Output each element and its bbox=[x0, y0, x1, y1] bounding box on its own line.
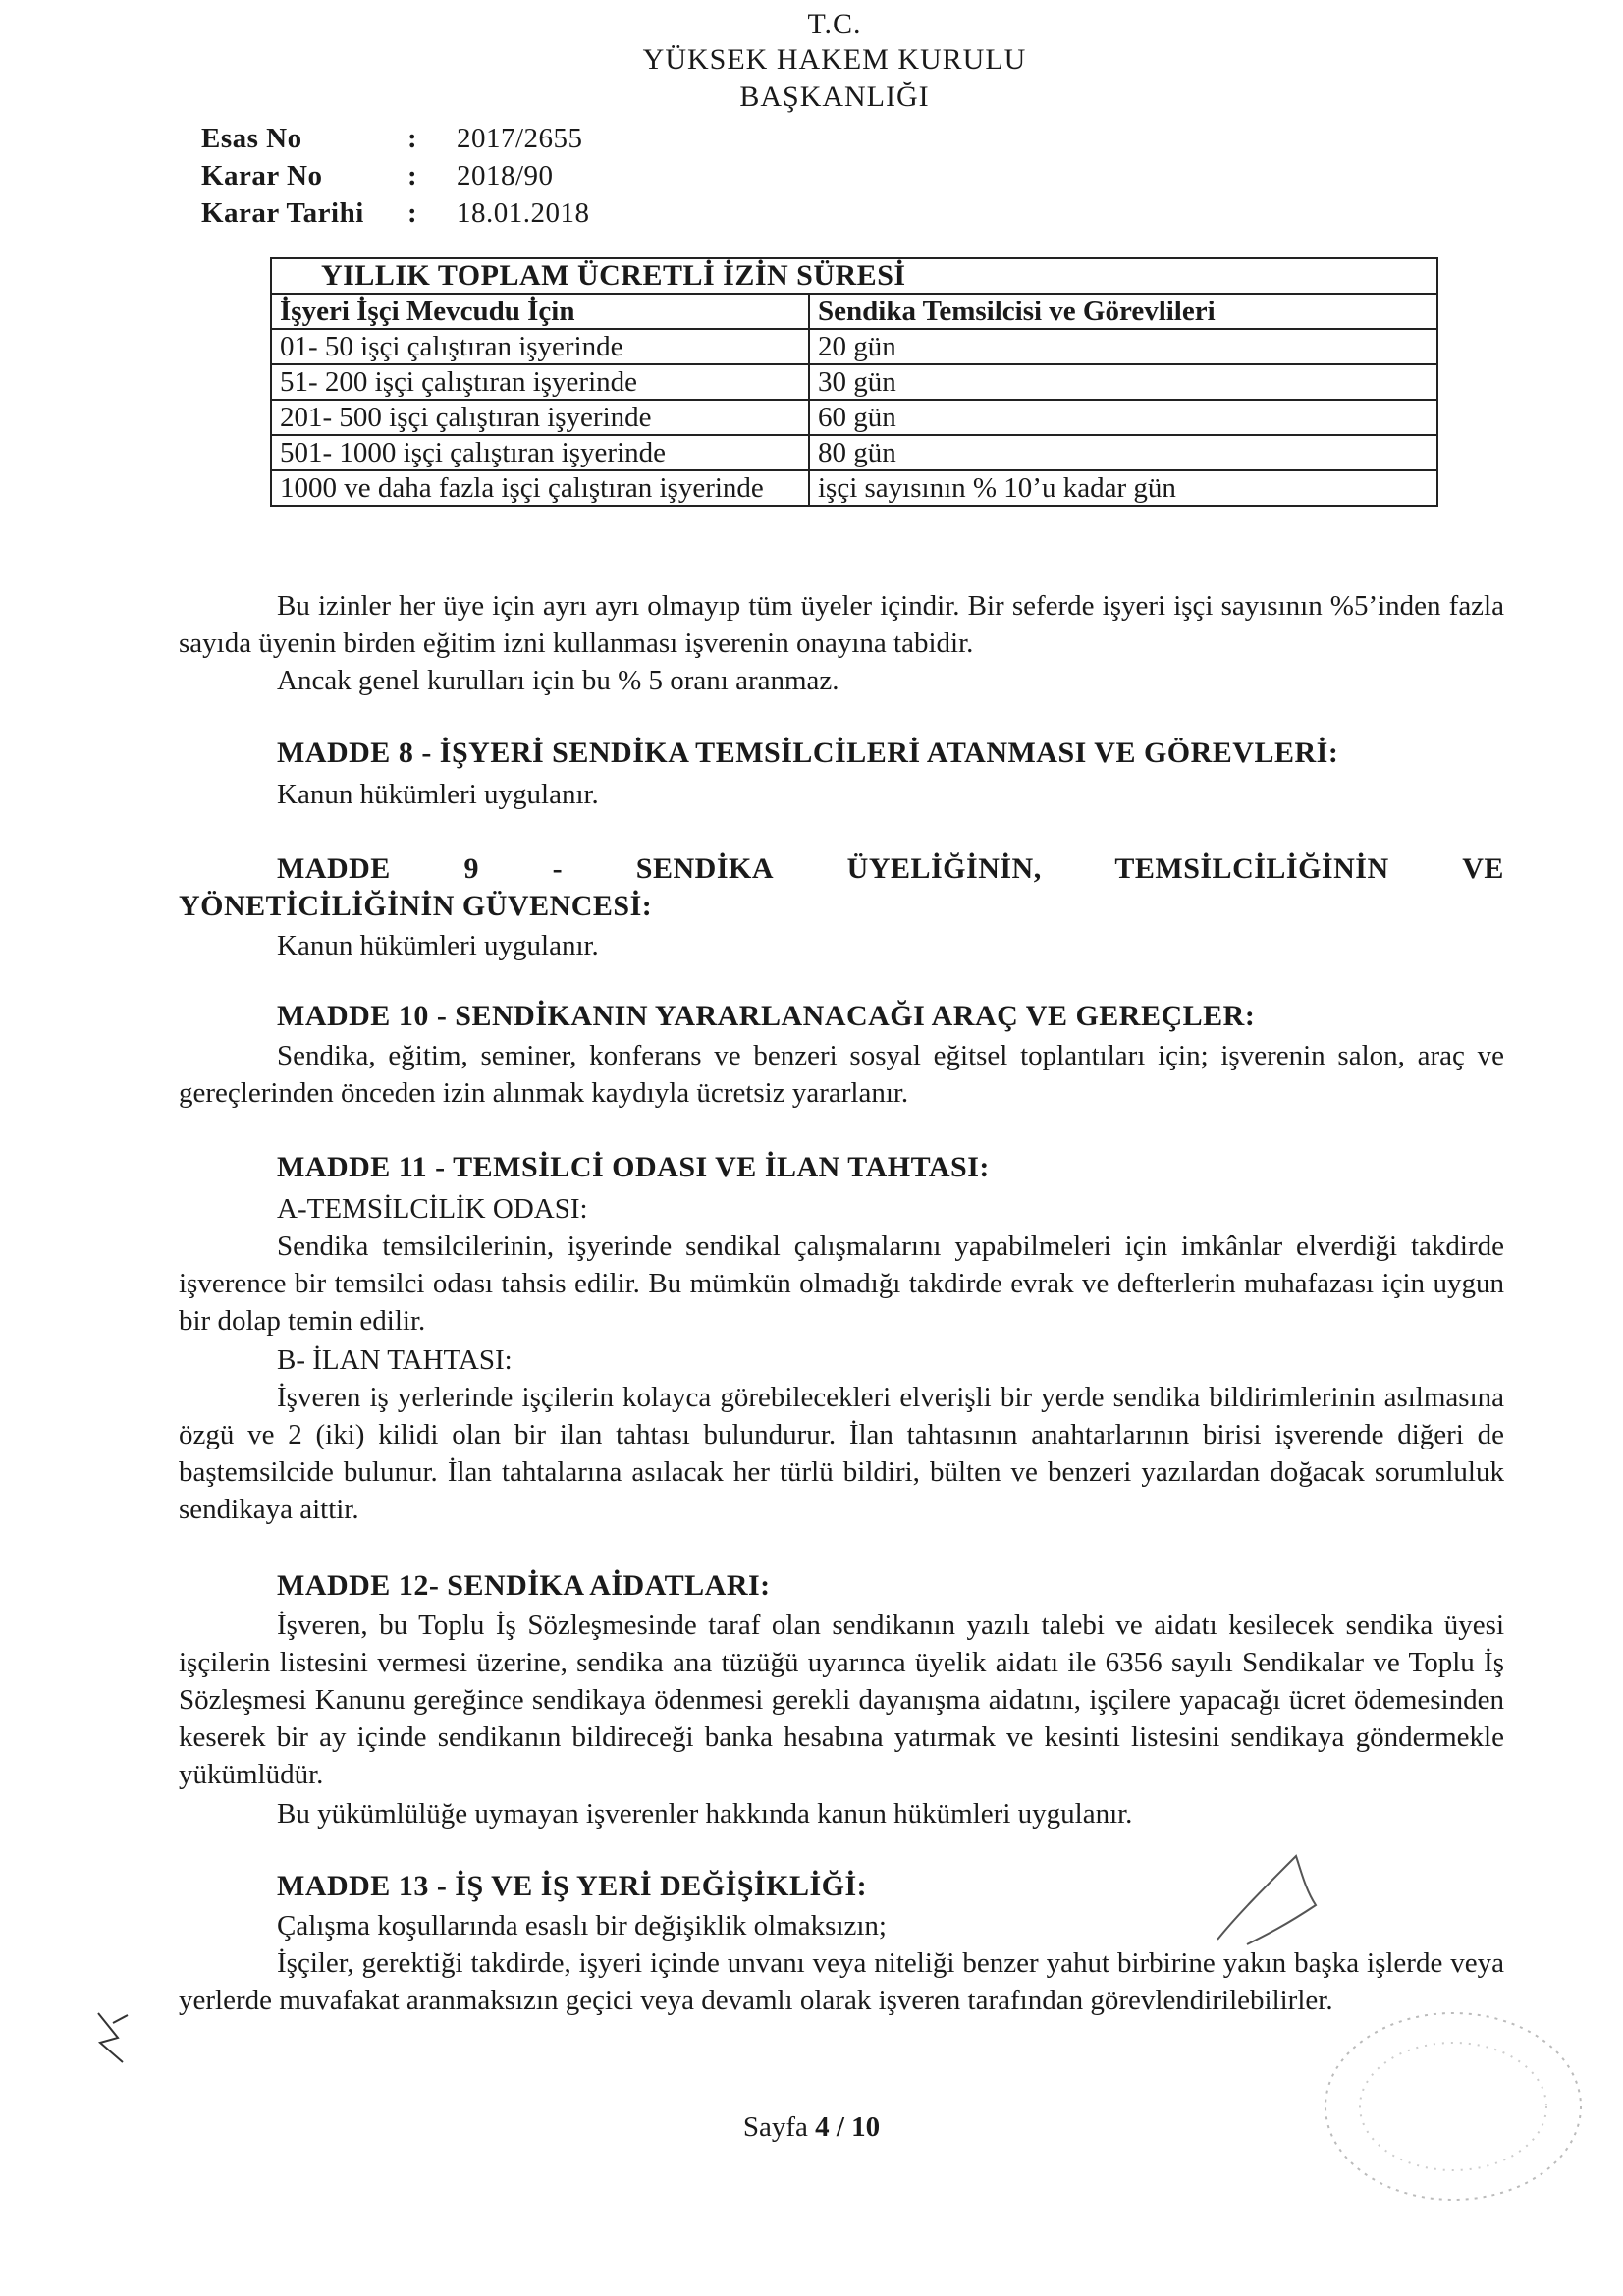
meta-row-esas bbox=[201, 120, 590, 157]
madde-10-title: MADDE 10 - SENDİKANIN YARARLANACAĞI ARAÇ VE GEREÇLER: bbox=[277, 1000, 1256, 1032]
table-cell: 201- 500 işçi çalıştıran işyerinde bbox=[271, 400, 809, 435]
table-row bbox=[271, 470, 1437, 506]
table-header-cell: İşyeri İşçi Mevcudu İçin bbox=[271, 294, 809, 329]
margin-initial-mark bbox=[88, 2003, 137, 2072]
madde-9-body: Kanun hükümleri uygulanır. bbox=[277, 930, 599, 961]
madde-12-title: MADDE 12- SENDİKA AİDATLARI: bbox=[277, 1569, 771, 1602]
madde-12-body-2: Bu yükümlülüğe uymayan işverenler hakkında kanun hükümleri uygulanır. bbox=[277, 1798, 1133, 1830]
table-title-row bbox=[271, 258, 1437, 294]
table-row bbox=[271, 329, 1437, 364]
madde-13-body-2: İşçiler, gerektiği takdirde, işyeri içinde unvanı veya niteliği benzer yahut birbirine yakın başka işlerde veya yerlerde muvafakat aranmaksızın geçici veya devamlı olarak işveren tarafından görevlendirilebilirler. bbox=[179, 1947, 1504, 2016]
table-cell: 30 gün bbox=[809, 364, 1437, 400]
madde-12-body-1: İşveren, bu Toplu İş Sözleşmesinde taraf olan sendikanın yazılı talebi ve aidatı kesilecek sendika üyesi işçilerin listesini vermesi üzerine, sendika ana tüzüğü uyarınca üyelik aidatı ile 6356 sayılı Sendikalar ve Toplu İş Sözleşmesi Kanunu gereğince sendikaya ödenmesi gerekli dayanışma aidatını, işçilere yapacağı ücret ödemesinden keserek bir ay içinde sendikanın bildireceği banka hesabına yatırmak ve kesinti listesini sendikaya göndermekle yükümlüdür. bbox=[179, 1610, 1504, 1790]
table-row bbox=[271, 364, 1437, 400]
table-title: YILLIK TOPLAM ÜCRETLİ İZİN SÜRESİ bbox=[271, 258, 1437, 294]
meta-value: 18.01.2018 bbox=[457, 197, 590, 229]
table-cell: işçi sayısının % 10’u kadar gün bbox=[809, 470, 1437, 506]
madde-11-sub-a: A-TEMSİLCİLİK ODASI: bbox=[277, 1193, 588, 1225]
madde-9-word: - bbox=[552, 852, 564, 885]
table-cell: 1000 ve daha fazla işçi çalıştıran işyerinde bbox=[271, 470, 809, 506]
table-cell: 60 gün bbox=[809, 400, 1437, 435]
paragraph-leave-note: Bu izinler her üye için ayrı ayrı olmayıp tüm üyeler içindir. Bir seferde işyeri işçi sayısının %5’inden fazla sayıda üyenin birden eğitim izni kullanması işverenin onayına tabidir. bbox=[179, 590, 1504, 659]
page-number: 4 / 10 bbox=[815, 2111, 881, 2143]
table-cell: 20 gün bbox=[809, 329, 1437, 364]
meta-colon: : bbox=[407, 197, 417, 229]
madde-9-word: TEMSİLCİLİĞİNİN bbox=[1114, 852, 1389, 885]
header-line-1: T.C. bbox=[807, 8, 862, 40]
madde-9-word: MADDE bbox=[277, 852, 391, 885]
table-header-row bbox=[271, 294, 1437, 329]
madde-9-title-line2: YÖNETİCİLİĞİNİN GÜVENCESİ: bbox=[179, 890, 653, 922]
madde-11-title: MADDE 11 - TEMSİLCİ ODASI VE İLAN TAHTASI: bbox=[277, 1151, 990, 1183]
madde-8-title: MADDE 8 - İŞYERİ SENDİKA TEMSİLCİLERİ ATANMASI VE GÖREVLERİ: bbox=[277, 737, 1339, 769]
meta-colon: : bbox=[407, 160, 417, 191]
header-line-3: BAŞKANLIĞI bbox=[739, 81, 930, 113]
madde-8-body: Kanun hükümleri uygulanır. bbox=[277, 779, 599, 810]
madde-13-title: MADDE 13 - İŞ VE İŞ YERİ DEĞİŞİKLİĞİ: bbox=[277, 1870, 868, 1902]
meta-colon: : bbox=[407, 123, 417, 154]
stamp-mark bbox=[1306, 1994, 1600, 2219]
madde-9-word: VE bbox=[1462, 852, 1504, 885]
meta-label: Karar No bbox=[201, 160, 323, 191]
meta-row-karar bbox=[201, 157, 590, 194]
table-cell: 501- 1000 işçi çalıştıran işyerinde bbox=[271, 435, 809, 470]
table-header-cell: Sendika Temsilcisi ve Görevlileri bbox=[809, 294, 1437, 329]
meta-row-tarih bbox=[201, 194, 590, 232]
header-line-2: YÜKSEK HAKEM KURULU bbox=[642, 43, 1027, 76]
madde-9-word: ÜYELİĞİNİN, bbox=[846, 852, 1042, 885]
madde-9-word: 9 bbox=[463, 852, 479, 885]
madde-9-word: SENDİKA bbox=[635, 852, 774, 885]
leave-duration-table bbox=[270, 257, 1438, 507]
madde-9-title bbox=[277, 852, 1504, 886]
paragraph-leave-note-2: Ancak genel kurulları için bu % 5 oranı aranmaz. bbox=[277, 665, 839, 696]
madde-11-body-b: İşveren iş yerlerinde işçilerin kolayca görebilecekleri elverişli bir yerde sendika bildirimlerinin asılmasına özgü ve 2 (iki) kilidi olan bir ilan tahtası bulundurur. İlan tahtasının anahtarlarının birisi işverende diğeri de baştemsilcide bulunur. İlan tahtalarına asılacak her türlü bildiri, bülten ve benzeri yazılardan doğacak sorumluluk sendikaya aittir. bbox=[179, 1382, 1504, 1525]
table-cell: 80 gün bbox=[809, 435, 1437, 470]
madde-11-sub-b: B- İLAN TAHTASI: bbox=[277, 1344, 513, 1376]
signature-mark bbox=[1208, 1846, 1355, 1954]
madde-13-body-1: Çalışma koşullarında esaslı bir değişiklik olmaksızın; bbox=[277, 1910, 887, 1941]
table-row bbox=[271, 400, 1437, 435]
table-cell: 01- 50 işçi çalıştıran işyerinde bbox=[271, 329, 809, 364]
meta-value: 2017/2655 bbox=[457, 123, 583, 154]
case-meta bbox=[201, 120, 590, 232]
madde-11-body-a: Sendika temsilcilerinin, işyerinde sendikal çalışmalarını yapabilmeleri için imkânlar elverdiği takdirde işverence bir temsilci odası tahsis edilir. Bu mümkün olmadığı takdirde evrak ve defterlerin muhafazası için uygun bir dolap temin edilir. bbox=[179, 1230, 1504, 1337]
madde-10-body: Sendika, eğitim, seminer, konferans ve benzeri sosyal eğitsel toplantıları için; işverenin salon, araç ve gereçlerinden önceden izin alınmak kaydıyla ücretsiz yararlanır. bbox=[179, 1040, 1504, 1109]
page-label: Sayfa bbox=[742, 2111, 808, 2143]
meta-value: 2018/90 bbox=[457, 160, 554, 191]
meta-label: Karar Tarihi bbox=[201, 197, 364, 229]
table-cell: 51- 200 işçi çalıştıran işyerinde bbox=[271, 364, 809, 400]
meta-label: Esas No bbox=[201, 123, 302, 154]
table-row bbox=[271, 435, 1437, 470]
